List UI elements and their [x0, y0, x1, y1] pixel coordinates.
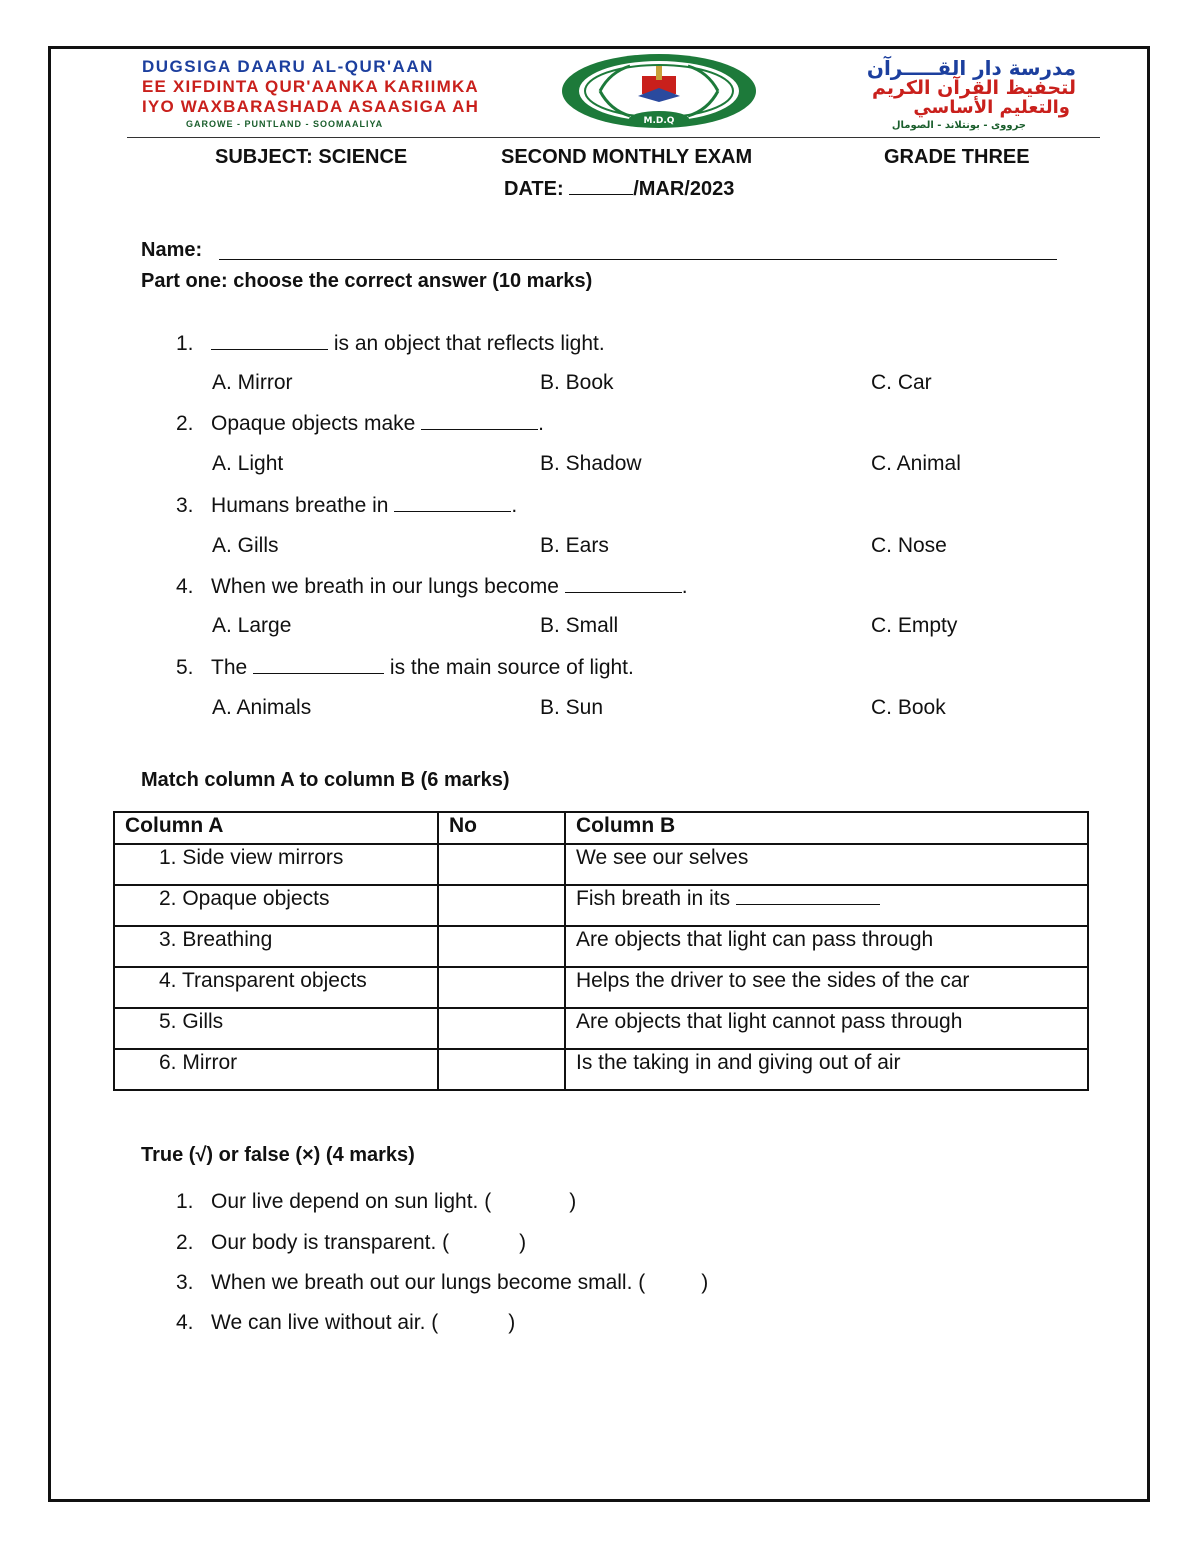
- date-suffix: /MAR/2023: [633, 178, 735, 200]
- option-a[interactable]: A. Animals: [212, 696, 312, 719]
- question-2: [176, 411, 544, 436]
- arabic-line-1: مدرسة دار القـــــرآن: [866, 56, 1076, 80]
- question-4: [176, 574, 688, 599]
- true-false-item-1: [176, 1190, 576, 1214]
- option-a[interactable]: A. Large: [212, 614, 292, 637]
- close-paren: ): [519, 1231, 527, 1254]
- column-a-cell: 5. Gills: [114, 1008, 438, 1049]
- matching-heading: Match column A to column B (6 marks): [141, 769, 510, 791]
- answer-blank[interactable]: [211, 331, 328, 350]
- table-row: [114, 844, 1088, 885]
- close-paren: ): [508, 1311, 516, 1334]
- item-text: Our live depend on sun light. (: [211, 1190, 492, 1213]
- column-b-cell: [565, 885, 1088, 926]
- table-row: [114, 967, 1088, 1008]
- item-number: 3.: [176, 1271, 194, 1294]
- header-divider: [127, 137, 1100, 138]
- answer-blank[interactable]: [253, 655, 384, 674]
- question-number: 4.: [176, 575, 194, 598]
- question-number: 2.: [176, 412, 194, 435]
- answer-number-cell[interactable]: [438, 1008, 565, 1049]
- table-header-row: [114, 812, 1088, 844]
- option-a[interactable]: A. Mirror: [212, 371, 293, 394]
- name-field[interactable]: [219, 259, 1057, 260]
- question-text-end: is the main source of light.: [384, 656, 634, 679]
- option-a[interactable]: A. Gills: [212, 534, 279, 557]
- question-number: 3.: [176, 494, 194, 517]
- question-3: [176, 493, 517, 518]
- column-a-cell: 2. Opaque objects: [114, 885, 438, 926]
- question-text: The: [211, 656, 254, 679]
- exam-title: SECOND MONTHLY EXAM: [501, 146, 753, 168]
- item-text: Our body is transparent. (: [211, 1231, 450, 1254]
- arabic-line-3: والتعليم الأساسي: [913, 97, 1070, 118]
- column-b-cell: Helps the driver to see the sides of the car: [565, 967, 1088, 1008]
- school-name-somali: [142, 58, 479, 129]
- part-one-heading: Part one: choose the correct answer (10 marks): [141, 270, 593, 292]
- question-5: [176, 655, 634, 680]
- question-text: Opaque objects make: [211, 412, 422, 435]
- table-row: [114, 926, 1088, 967]
- exam-date: [504, 176, 734, 201]
- true-false-item-4: [176, 1311, 515, 1335]
- item-text: We can live without air. (: [211, 1311, 439, 1334]
- question-text-end: .: [538, 412, 544, 435]
- answer-number-cell[interactable]: [438, 967, 565, 1008]
- true-false-item-2: [176, 1231, 526, 1255]
- matching-table: [113, 811, 1089, 1091]
- column-a-cell: 1. Side view mirrors: [114, 844, 438, 885]
- true-false-heading: True (√) or false (×) (4 marks): [141, 1144, 415, 1166]
- answer-number-cell[interactable]: [438, 1049, 565, 1090]
- option-b[interactable]: B. Shadow: [540, 452, 642, 475]
- option-a[interactable]: A. Light: [212, 452, 284, 475]
- column-b-header: Column B: [565, 812, 1088, 844]
- question-text-end: is an object that reflects light.: [328, 332, 605, 355]
- table-row: [114, 885, 1088, 926]
- option-c[interactable]: C. Book: [871, 696, 946, 719]
- close-paren: ): [569, 1190, 577, 1213]
- answer-number-cell[interactable]: [438, 926, 565, 967]
- question-text-end: .: [681, 575, 688, 598]
- close-paren: ): [701, 1271, 709, 1294]
- item-text: When we breath out our lungs become small. (: [211, 1271, 646, 1294]
- name-label: Name:: [141, 239, 203, 261]
- column-a-cell: 3. Breathing: [114, 926, 438, 967]
- column-a-cell: 6. Mirror: [114, 1049, 438, 1090]
- true-false-item-3: [176, 1271, 708, 1295]
- answer-blank[interactable]: [394, 493, 511, 512]
- question-text: Humans breathe in: [211, 494, 395, 517]
- column-a-cell: 4. Transparent objects: [114, 967, 438, 1008]
- option-b[interactable]: B. Ears: [540, 534, 609, 557]
- school-name-arabic: [800, 58, 1076, 131]
- no-header: No: [438, 812, 565, 844]
- column-b-cell: Are objects that light cannot pass through: [565, 1008, 1088, 1049]
- question-number: 1.: [176, 332, 194, 355]
- column-b-text: Fish breath in its: [576, 887, 736, 910]
- logo-text: M.D.Q: [643, 116, 675, 126]
- school-location: GAROWE - PUNTLAND - SOOMAALIYA: [186, 119, 384, 129]
- column-b-cell: Is the taking in and giving out of air: [565, 1049, 1088, 1090]
- arabic-location: جرووى - بونتلاند - الصومال: [891, 120, 1026, 131]
- item-number: 1.: [176, 1190, 194, 1213]
- item-number: 4.: [176, 1311, 194, 1334]
- school-name-line-2: EE XIFDINTA QUR'AANKA KARIIMKA: [142, 77, 479, 96]
- school-name-line-3: IYO WAXBARASHADA ASAASIGA AH: [142, 97, 480, 116]
- answer-number-cell[interactable]: [438, 885, 565, 926]
- school-logo-icon: [560, 52, 758, 130]
- subject-label: SUBJECT: SCIENCE: [215, 146, 408, 168]
- option-c[interactable]: C. Empty: [871, 614, 958, 637]
- option-c[interactable]: C. Animal: [871, 452, 961, 475]
- question-text-end: .: [511, 494, 518, 517]
- column-a-header: Column A: [114, 812, 438, 844]
- answer-blank[interactable]: [565, 574, 682, 593]
- question-1: [176, 331, 605, 356]
- option-b[interactable]: B. Sun: [540, 696, 604, 719]
- option-c[interactable]: C. Nose: [871, 534, 947, 557]
- column-b-cell: We see our selves: [565, 844, 1088, 885]
- answer-blank[interactable]: [736, 886, 880, 905]
- answer-number-cell[interactable]: [438, 844, 565, 885]
- date-blank[interactable]: [569, 176, 633, 195]
- question-text: When we breath in our lungs become: [211, 575, 565, 598]
- item-number: 2.: [176, 1231, 194, 1254]
- school-name-line-1: DUGSIGA DAARU AL-QUR'AAN: [142, 57, 434, 76]
- column-b-cell: Are objects that light can pass through: [565, 926, 1088, 967]
- option-b[interactable]: B. Book: [540, 371, 614, 394]
- table-row: [114, 1049, 1088, 1090]
- table-row: [114, 1008, 1088, 1049]
- question-number: 5.: [176, 656, 194, 679]
- date-prefix: DATE:: [504, 178, 570, 200]
- option-b[interactable]: B. Small: [540, 614, 619, 637]
- option-c[interactable]: C. Car: [871, 371, 932, 394]
- arabic-line-2: لتحفيظ القرآن الكريم: [871, 77, 1076, 99]
- grade-label: GRADE THREE: [884, 146, 1030, 168]
- answer-blank[interactable]: [421, 411, 538, 430]
